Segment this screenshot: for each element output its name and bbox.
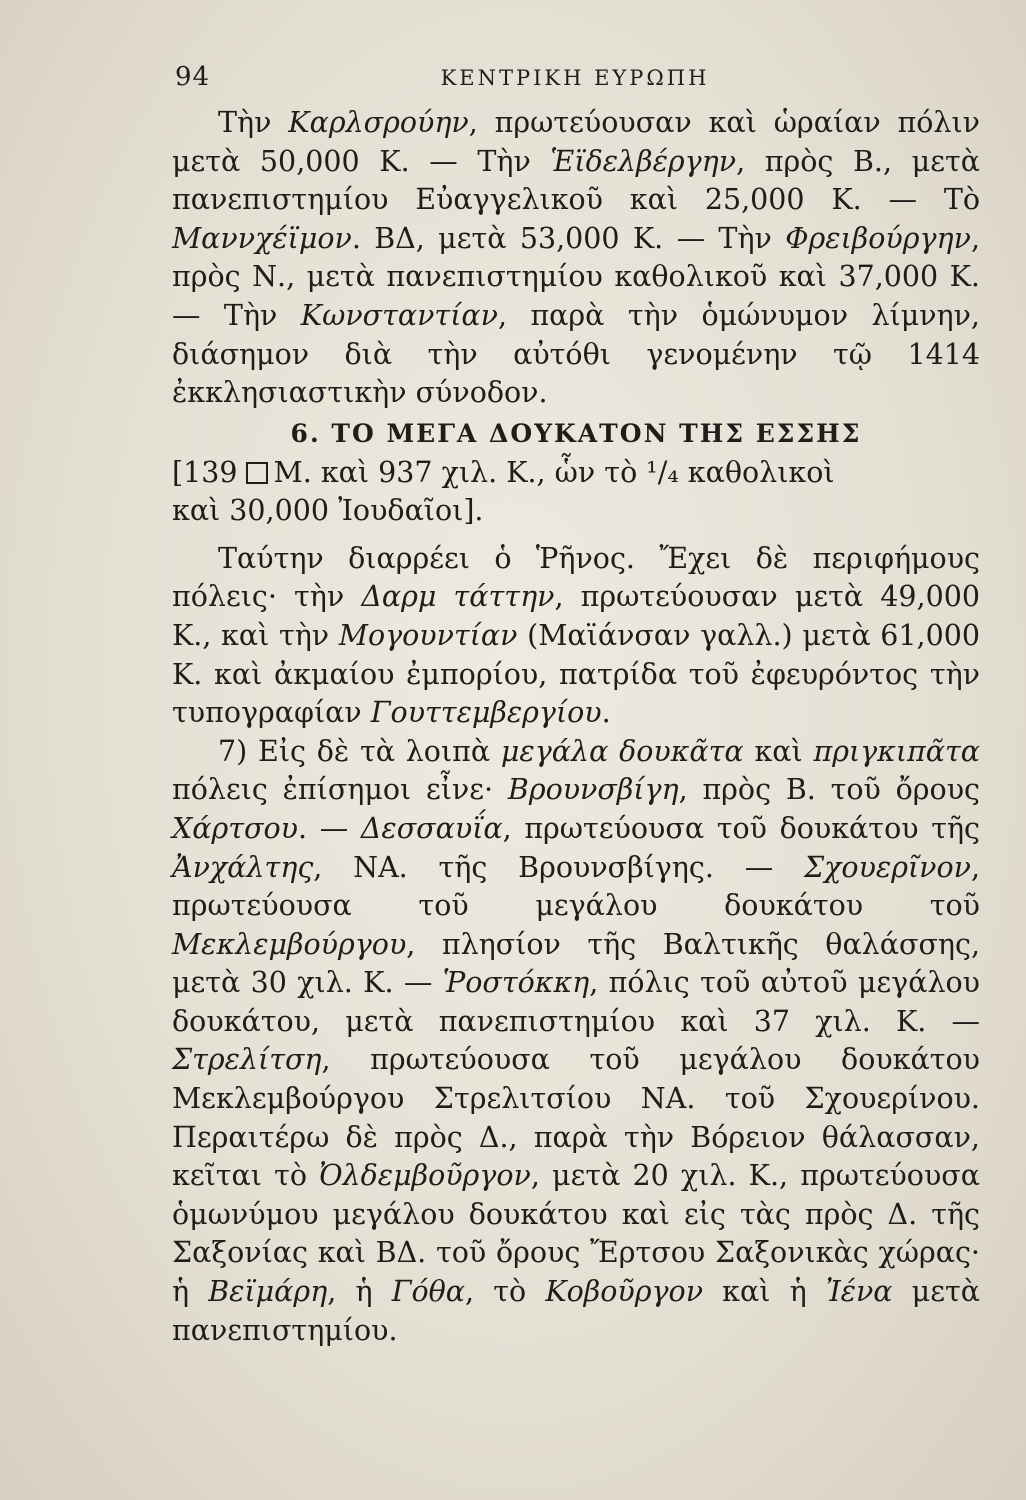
text-run: , πρωτεύουσα τοῦ δουκάτου τῆς <box>502 811 980 845</box>
text-run: πόλεις ἐπίσημοι εἶνε· <box>172 773 508 807</box>
italic-place-name: Στρελίτση <box>172 1043 322 1077</box>
italic-place-name: Φρειβούργην <box>785 221 971 255</box>
italic-place-name: Γόθα <box>391 1275 466 1309</box>
italic-place-name: πριγκιπᾶτα <box>813 734 981 768</box>
italic-place-name: Σχουερῖνον <box>804 850 971 884</box>
text-run: , ἡ <box>327 1275 392 1309</box>
text-run: , πρὸς Β., μετὰ πανεπιστημίου Εὐαγγελικοῦ καὶ 25,000 Κ. — Τὸ <box>172 144 980 217</box>
italic-place-name: Ῥοστόκκη <box>442 966 590 1000</box>
italic-place-name: Κοβοῦργον <box>545 1275 704 1309</box>
italic-place-name: Ὀλδεμβοῦργον <box>319 1159 531 1193</box>
text-run: , πρὸς Ν., μετὰ πανεπιστημίου καθολικοῦ καὶ 37,000 Κ. — Τὴν <box>172 221 980 332</box>
text-run: μετὰ πανεπιστημίου. <box>172 1275 980 1347</box>
text-run: , πρωτεύουσαν καὶ ὡραίαν πόλιν μετὰ 50,000 Κ. — Τὴν <box>172 106 980 178</box>
section-heading <box>172 418 980 450</box>
square-symbol-icon <box>246 462 268 484</box>
paragraph-hesse-cities <box>172 540 980 733</box>
paragraph-other-duchies <box>172 733 980 1351</box>
text-run: (Μαϊάνσαν γαλλ.) μετὰ 61,000 Κ. καὶ ἀκμαίου ἐμπορίου, πατρίδα τοῦ ἐφευρόντος τὴν τυπογραφίαν <box>172 618 980 730</box>
italic-place-name: Δεσσαυΐα <box>360 811 503 845</box>
text-run: καὶ ἡ <box>703 1275 826 1309</box>
italic-place-name: Γουττεμβεργίου <box>370 696 602 730</box>
text-run: . — <box>298 811 361 845</box>
text-run: , πρωτεύουσαν μετὰ 49,000 Κ., καὶ τὴν <box>172 580 980 652</box>
body-text <box>172 104 980 1350</box>
running-head: ΚΕΝΤΡΙΚΗ ΕΥΡΩΠΗ <box>440 66 710 90</box>
text-run: καὶ <box>743 734 814 768</box>
italic-place-name: Βεϊμάρη <box>208 1275 328 1309</box>
text-run: Ταύτην διαρρέει ὁ Ῥῆνος. Ἔχει δὲ περιφήμους πόλεις· τὴν <box>172 541 980 614</box>
page-number: 94 <box>175 62 211 92</box>
italic-place-name: Χάρτσου <box>172 811 298 845</box>
section-number: 6. <box>290 418 321 448</box>
italic-place-name: Μογουντίαν <box>338 618 518 652</box>
italic-place-name: Ἑϊδελβέργην <box>550 144 737 178</box>
text-run: 7) Εἰς δὲ τὰ λοιπὰ <box>218 734 501 768</box>
text-run: , πρωτεύουσα τοῦ μεγάλου δουκάτου τοῦ <box>172 850 980 923</box>
text-run: , παρὰ τὴν ὁμώνυμον λίμνην, διάσημον διὰ τὴν αὐτόθι γενομένην τῷ 1414 ἐκκλησιαστικὴν σύνοδον. <box>172 298 980 410</box>
text-run: . ΒΔ, μετὰ 53,000 Κ. — Τὴν <box>351 221 786 255</box>
text-run: , πρωτεύουσα τοῦ μεγάλου δουκάτου Μεκλεμβούργου Στρελιτσίου ΝΑ. τοῦ Σχουερίνου. Περαιτέρω δὲ πρὸς Δ., παρὰ τὴν Βόρειον θάλασσαν, κεῖται τὸ <box>172 1043 980 1193</box>
stats-population: Μ. καὶ 937 χιλ. Κ., ὧν τὸ ¹/₄ καθολικοὶ <box>273 455 835 489</box>
section-title: ΤΟ ΜΕΓΑ ΔΟΥΚΑΤΟΝ ΤΗΣ ΕΣΣΗΣ <box>331 418 862 448</box>
italic-place-name: Μαννχέϊμον <box>172 221 352 255</box>
paragraph-baden-cities <box>172 104 980 413</box>
italic-place-name: Ἀνχάλτης <box>172 850 314 884</box>
italic-place-name: Μεκλεμβούργου <box>172 927 407 961</box>
italic-place-name: Κωνσταντίαν <box>300 298 498 332</box>
stats-area-value: [139 <box>172 455 238 489</box>
text-run: Τὴν <box>218 106 289 139</box>
italic-place-name: Καρλσρούην <box>288 106 469 139</box>
italic-place-name: Ἰένα <box>825 1275 893 1309</box>
page-header <box>175 62 975 96</box>
text-run: , πόλις τοῦ αὐτοῦ μεγάλου δουκάτου, μετὰ πανεπιστημίου καὶ 37 χιλ. Κ. — <box>172 966 981 1038</box>
text-run: , τὸ <box>465 1275 546 1309</box>
italic-place-name: Δαρμ τάττην <box>361 580 555 614</box>
text-run: , πρὸς Β. τοῦ ὄρους <box>678 773 980 807</box>
section-statistics <box>172 454 980 530</box>
text-run: , ΝΑ. τῆς Βρουνσβίγης. — <box>313 850 804 884</box>
text-run: , πλησίον τῆς Βαλτικῆς θαλάσσης, μετὰ 30 χιλ. Κ. — <box>172 927 980 1000</box>
italic-place-name: μεγάλα δουκᾶτα <box>500 734 744 768</box>
stats-jews: καὶ 30,000 Ἰουδαῖοι]. <box>172 493 484 527</box>
italic-place-name: Βρουνσβίγη <box>507 773 679 807</box>
text-run: . <box>601 696 611 730</box>
text-run: , μετὰ 20 χιλ. Κ., πρωτεύουσα ὁμωνύμου μεγάλου δουκάτου καὶ εἰς τὰς πρὸς Δ. τῆς Σαξονίας καὶ ΒΔ. τοῦ ὄρους Ἔρτσου Σαξονικὰς χώρας· ἡ <box>172 1159 980 1309</box>
